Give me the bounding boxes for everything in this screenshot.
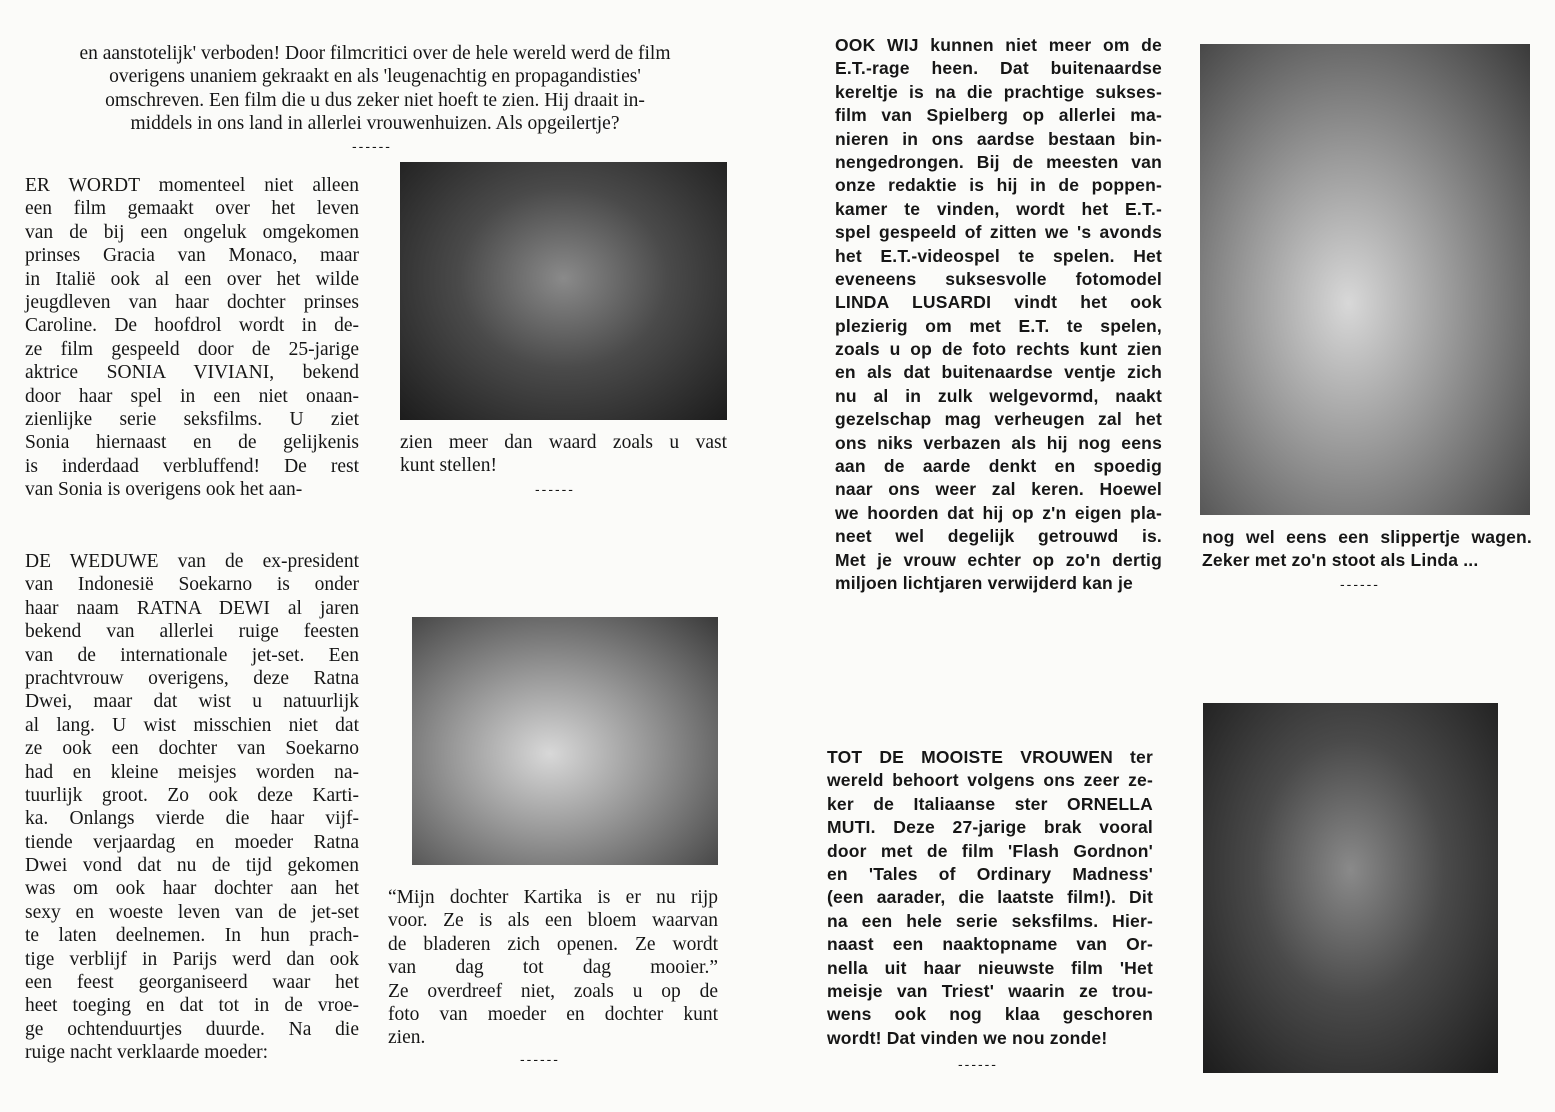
text-line: Sonia hiernaast en de gelijkenis bbox=[25, 432, 359, 454]
text-line: sexy en woeste leven van de jet-set bbox=[25, 901, 359, 923]
text-line: heet toeging en dat tot in de vroe- bbox=[25, 995, 359, 1017]
text-line: en 'Tales of Ordinary Madness' bbox=[827, 863, 1153, 884]
text-line: onze redaktie is hij in de poppen- bbox=[835, 175, 1162, 196]
text-line: miljoen lichtjaren verwijderd kan je bbox=[835, 572, 1133, 593]
separator: ------ bbox=[958, 1056, 998, 1072]
ratna-article bbox=[25, 550, 359, 1065]
text-line: van de internationale jet-set. Een bbox=[25, 644, 359, 666]
text-line: (een aarader, die laatste film!). Dit bbox=[827, 887, 1153, 908]
text-line: nu al in zulk welgevormd, naakt bbox=[835, 385, 1162, 406]
text-line: ER WORDT momenteel niet alleen bbox=[25, 175, 359, 196]
text-line: ze film gespeeld door de 25-jarige bbox=[25, 338, 359, 360]
text-line: en als dat buitenaardse ventje zich bbox=[835, 362, 1162, 383]
text-line: Dwei, maar dat wist u natuurlijk bbox=[25, 691, 359, 713]
text-line: Ze overdreef niet, zoals u op de bbox=[388, 980, 718, 1002]
separator: ------ bbox=[352, 138, 392, 154]
text-line: we hoorden dat hij op z'n eigen pla- bbox=[835, 502, 1162, 523]
text-line: te laten deelnemen. In hun prach- bbox=[25, 925, 359, 947]
text-line: aan de aarde denkt en spoedig bbox=[835, 456, 1162, 477]
text-line: neet wel degelijk getrouwd is. bbox=[835, 526, 1162, 547]
separator: ------ bbox=[520, 1051, 560, 1067]
text-line: zien. bbox=[388, 1027, 426, 1049]
text-line: gezelschap mag verheugen zal het bbox=[835, 409, 1162, 430]
text-line: prinses Gracia van Monaco, maar bbox=[25, 245, 359, 267]
text-line: wordt! Dat vinden we nou zonde! bbox=[827, 1027, 1108, 1048]
text-line: middels in ons land in allerlei vrouwenhuizen. Als opgeilertje? bbox=[130, 113, 620, 135]
text-line: tige verblijf in Parijs werd dan ook bbox=[25, 948, 359, 970]
text-line: ons niks verbazen als hij nog eens bbox=[835, 432, 1162, 453]
text-line: TOT DE MOOISTE VROUWEN ter bbox=[827, 747, 1153, 767]
text-line: Met je vrouw echter op zo'n dertig bbox=[835, 549, 1162, 570]
sonia-article bbox=[25, 174, 359, 501]
ornella-article bbox=[827, 746, 1153, 1050]
separator: ------ bbox=[1340, 576, 1380, 592]
separator: ------ bbox=[535, 481, 575, 497]
text-line: naast een naaktopname van Or- bbox=[827, 934, 1153, 955]
text-line: van dag tot dag mooier.” bbox=[388, 957, 718, 979]
text-line: tiende verjaardag en moeder Ratna bbox=[25, 831, 359, 853]
text-line: wens ook nog klaa geschoren bbox=[827, 1004, 1153, 1025]
text-line: “Mijn dochter Kartika is er nu rijp bbox=[388, 887, 718, 908]
text-line: nieren in ons aardse bestaan bin- bbox=[835, 128, 1162, 149]
text-line: plezierig om met E.T. te spelen, bbox=[835, 315, 1162, 336]
text-line: ge ochtenduurtjes duurde. Na die bbox=[25, 1018, 359, 1040]
text-line: eveneens suksesvolle fotomodel bbox=[835, 268, 1162, 289]
text-line: DE WEDUWE van de ex-president bbox=[25, 551, 359, 572]
text-line: van Sonia is overigens ook het aan- bbox=[25, 479, 303, 501]
text-line: was om ook haar dochter aan het bbox=[25, 878, 359, 900]
text-line: van de bij een ongeluk omgekomen bbox=[25, 221, 359, 243]
text-line: een film gemaakt over het leven bbox=[25, 198, 359, 220]
text-line: OOK WIJ kunnen niet meer om de bbox=[835, 35, 1162, 55]
text-line: zien meer dan waard zoals u vast bbox=[400, 432, 727, 453]
text-line: nella uit haar nieuwste film 'Het bbox=[827, 957, 1153, 978]
text-line: omschreven. Een film die u dus zeker niet hoeft te zien. Hij draait in- bbox=[105, 89, 645, 111]
linda-caption bbox=[1202, 526, 1532, 573]
text-line: wereld behoort volgens ons zeer ze- bbox=[827, 770, 1153, 791]
ratna-caption bbox=[388, 886, 718, 1050]
text-line: naar ons weer zal keren. Hoewel bbox=[835, 479, 1162, 500]
text-line: haar naam RATNA DEWI al jaren bbox=[25, 597, 359, 619]
text-line: Zeker met zo'n stoot als Linda ... bbox=[1202, 550, 1479, 571]
text-line: kereltje is na die prachtige sukses- bbox=[835, 81, 1162, 102]
text-line: Dwei vond dat nu de tijd gekomen bbox=[25, 855, 359, 877]
text-line: tuurlijk groot. Zo ook deze Karti- bbox=[25, 784, 359, 806]
text-line: film van Spielberg op allerlei ma- bbox=[835, 105, 1162, 126]
text-line: de bladeren zich openen. Ze wordt bbox=[388, 933, 718, 955]
text-line: LINDA LUSARDI vindt het ook bbox=[835, 292, 1162, 313]
photo-ornella-muti bbox=[1203, 703, 1498, 1073]
text-line: door met de film 'Flash Gordnon' bbox=[827, 840, 1153, 861]
text-line: ka. Onlangs vierde die haar vijf- bbox=[25, 808, 359, 830]
photo-linda-lusardi-with-et bbox=[1200, 44, 1530, 515]
photo-ratna-and-kartika bbox=[412, 617, 718, 865]
text-line: nog wel eens een slippertje wagen. bbox=[1202, 527, 1532, 547]
text-line: kunt stellen! bbox=[400, 455, 497, 477]
text-line: na een hele serie seksfilms. Hier- bbox=[827, 910, 1153, 931]
text-line: jeugdleven van haar dochter prinses bbox=[25, 291, 359, 313]
text-line: MUTI. Deze 27-jarige brak vooral bbox=[827, 817, 1153, 838]
text-line: is inderdaad verbluffend! De rest bbox=[25, 455, 359, 477]
text-line: zoals u op de foto rechts kunt zien bbox=[835, 339, 1162, 360]
text-line: ker de Italiaanse ster ORNELLA bbox=[827, 793, 1153, 814]
text-line: E.T.-rage heen. Dat buitenaardse bbox=[835, 58, 1162, 79]
text-line: aktrice SONIA VIVIANI, bekend bbox=[25, 362, 359, 384]
sonia-caption bbox=[400, 431, 727, 478]
text-line: foto van moeder en dochter kunt bbox=[388, 1003, 718, 1025]
text-line: prachtvrouw overigens, deze Ratna bbox=[25, 667, 359, 689]
text-line: voor. Ze is als een bloem waarvan bbox=[388, 910, 718, 932]
text-line: had en kleine meisjes worden na- bbox=[25, 761, 359, 783]
text-line: ruige nacht verklaarde moeder: bbox=[25, 1042, 269, 1064]
text-line: een feest georganiseerd waar het bbox=[25, 972, 359, 994]
text-line: bekend van allerlei ruige feesten bbox=[25, 621, 359, 643]
text-line: ze ook een dochter van Soekarno bbox=[25, 738, 359, 760]
text-line: zienlijke serie seksfilms. U ziet bbox=[25, 408, 359, 430]
text-line: overigens unaniem gekraakt en als 'leugenachtig en propagandisties' bbox=[109, 66, 641, 88]
text-line: en aanstotelijk' verboden! Door filmcritici over de hele wereld werd de film bbox=[79, 43, 671, 64]
text-line: Caroline. De hoofdrol wordt in de- bbox=[25, 315, 359, 337]
text-line: van Indonesië Soekarno is onder bbox=[25, 574, 359, 596]
text-line: nengedrongen. Bij de meesten van bbox=[835, 151, 1162, 172]
text-line: door haar spel in een niet onaan- bbox=[25, 385, 359, 407]
text-line: kamer te vinden, wordt het E.T.- bbox=[835, 198, 1162, 219]
text-line: in Italië ook al een over het wilde bbox=[25, 268, 359, 290]
text-line: het E.T.-videospel te spelen. Het bbox=[835, 245, 1162, 266]
text-line: al lang. U wist misschien niet dat bbox=[25, 714, 359, 736]
linda-article bbox=[835, 34, 1162, 595]
photo-sonia-viviani bbox=[400, 162, 727, 420]
text-line: meisje van Triest' waarin ze trou- bbox=[827, 980, 1153, 1001]
text-line: spel gespeeld of zitten we 's avonds bbox=[835, 222, 1162, 243]
intro-paragraph bbox=[25, 42, 725, 136]
